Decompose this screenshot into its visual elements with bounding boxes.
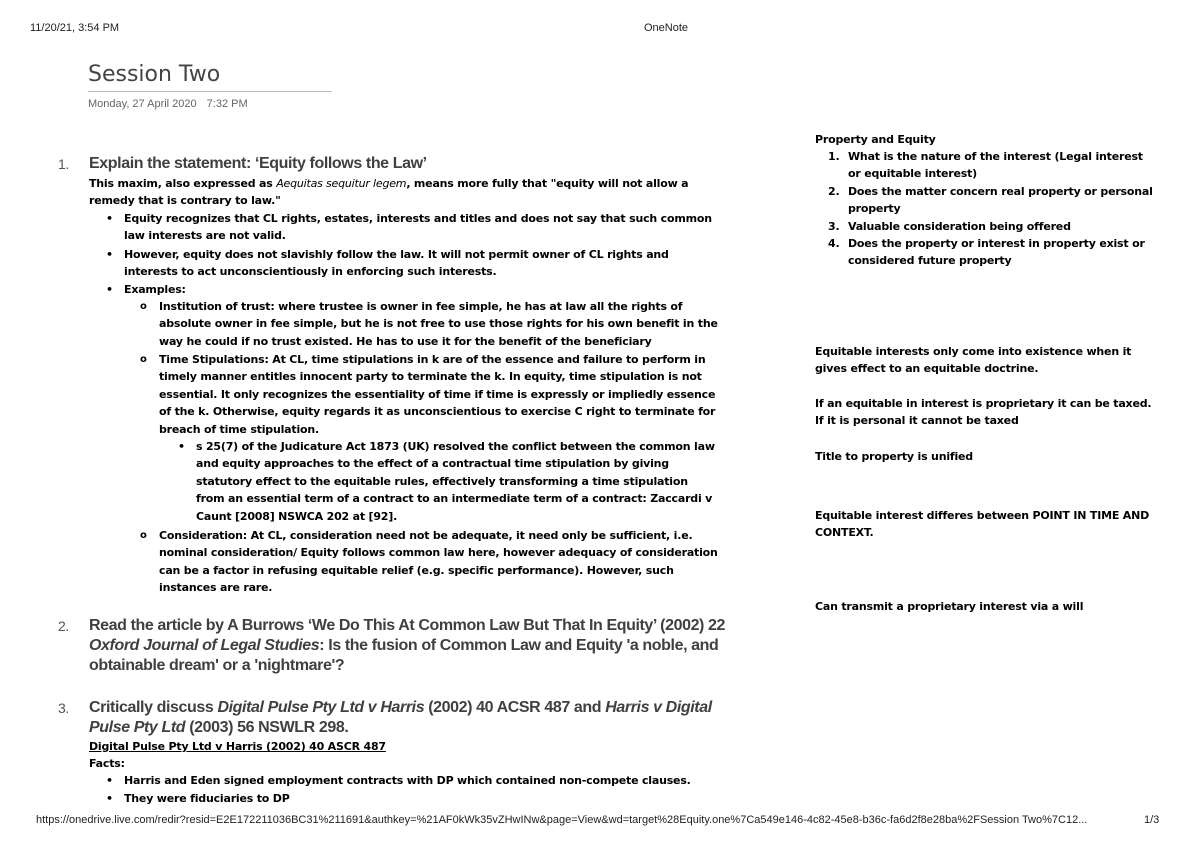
side-heading: Property and Equity: [815, 133, 936, 146]
case-heading: Digital Pulse Pty Ltd v Harris (2002) 40 ASCR 487: [89, 740, 386, 753]
source-url-link[interactable]: https://onedrive.live.com/redir?resid=E2E172211036BC31%211691&authkey=%21AF0kWk35vZHwINw&page=View&wd=target%28Equity.one%7Ca549e146-4c82-45e8-b36c-fa6d2f8e28ba%2FSession Two%7C12...: [36, 814, 1088, 826]
list-item: [106, 210, 714, 245]
bullet-icon: •: [106, 792, 113, 805]
bullet-icon: •: [178, 440, 185, 453]
list-number: 2.: [828, 185, 840, 198]
list-item-text: Does the matter concern real property or personal property: [848, 185, 1153, 216]
side-list-item: [828, 148, 1158, 183]
side-note: Can transmit a proprietary interest via a will: [815, 600, 1084, 613]
question-number: 3.: [58, 700, 69, 716]
list-item-text: Does the property or interest in property exist or considered future property: [848, 237, 1145, 268]
list-item-text: Examples:: [124, 283, 186, 296]
list-item-text: Consideration: At CL, consideration need not be adequate, it need only be sufficient, i.e. nominal consideration/ Equity follows common law here, however adequacy of consideration can be a factor in refusing equitable relief (e.g. specific performance). However, such instances are rare.: [159, 529, 718, 595]
side-list-item: [828, 183, 1158, 218]
circle-bullet-icon: o: [140, 530, 147, 541]
page-title: Session Two: [88, 62, 221, 87]
side-note: If an equitable in interest is proprietary it can be taxed. If it is personal it cannot be taxed: [815, 397, 1152, 428]
title-divider: [88, 91, 332, 92]
side-note: Equitable interest differes between POINT IN TIME AND CONTEXT.: [815, 509, 1150, 540]
circle-bullet-icon: o: [140, 301, 147, 312]
list-item-text: However, equity does not slavishly follow the law. It will not permit owner of CL rights and interests to act unconscientiously in enforcing such interests.: [124, 248, 669, 279]
question-title: [89, 616, 739, 676]
list-number: 3.: [828, 220, 840, 233]
page-counter: 1/3: [1144, 814, 1160, 826]
question-text: (2002) 40 ACSR 487 and: [424, 699, 606, 716]
list-item-text: Time Stipulations: At CL, time stipulations in k are of the essence and failure to perform in timely manner entitles innocent party to terminate the k. In equity, time stipulation is not essential. It only recognizes the essentiality of time if time is expressly or impliedly essence of the k. Otherwise, equity regards it as unconscientious to exercise C right to terminate for breach of time stipulation.: [159, 353, 716, 436]
intro-text-end: , means more fully that "equity will not allow a remedy that is contrary to law.": [89, 177, 689, 208]
bullet-icon: •: [106, 248, 113, 261]
list-item-text: Harris and Eden signed employment contracts with DP which contained non-compete clauses.: [124, 774, 691, 787]
side-list-item: [828, 218, 1158, 235]
page-time: 7:32 PM: [206, 98, 248, 110]
case-name: Digital Pulse Pty Ltd v Harris: [217, 699, 425, 716]
list-item-text: What is the nature of the interest (Legal interest or equitable interest): [848, 150, 1143, 181]
circle-bullet-icon: o: [140, 354, 147, 365]
question-number: 2.: [58, 618, 69, 634]
sub-list-item: [140, 351, 725, 438]
list-item-text: Institution of trust: where trustee is owner in fee simple, he has at law all the rights of absolute owner in fee simple, but he is not free to use those rights for his own benefit in the way he could if no trust existed. He has to use it for the benefit of the beneficiary: [159, 300, 718, 348]
question-text: Critically discuss: [89, 699, 218, 716]
intro-text: This maxim, also expressed as: [89, 177, 277, 190]
list-item-text: Equity recognizes that CL rights, estates, interests and titles and does not say that such common law interests are not valid.: [124, 212, 712, 243]
sub-sub-list-item: [178, 438, 718, 525]
page-date: [88, 98, 248, 110]
print-datetime: 11/20/21, 3:54 PM: [30, 22, 120, 34]
list-item-text: They were fiduciaries to DP: [124, 792, 290, 805]
list-item: [106, 790, 714, 807]
q1-intro: [89, 175, 709, 210]
list-item-text: s 25(7) of the Judicature Act 1873 (UK) resolved the conflict between the common law and equity approaches to the effect of a contractual time stipulation by giving statutory effect to the equitable rules, effectively transforming a time stipulation from an essential term of a contract to an intermediate term of a contract: Zaccardi v Caunt [2008] NSWCA 202 at [92].: [196, 440, 715, 523]
list-number: 1.: [828, 150, 840, 163]
bullet-icon: •: [106, 283, 113, 296]
bullet-icon: •: [106, 774, 113, 787]
question-title: [89, 698, 739, 738]
question-title: Explain the statement: ‘Equity follows the Law’: [89, 155, 427, 172]
list-item: [106, 246, 714, 281]
side-list-item: [828, 235, 1158, 270]
list-item-text: Valuable consideration being offered: [848, 220, 1071, 233]
bullet-icon: •: [106, 212, 113, 225]
sub-list-item: [140, 527, 725, 597]
sub-list-item: [140, 298, 725, 350]
question-text-end: : Is the fusion of Common Law and Equity 'a noble, and obtainable dream' or a 'nightmare'?: [89, 637, 719, 674]
print-app-name: OneNote: [644, 22, 689, 34]
case-name: Harris v Digital Pulse Pty Ltd: [89, 699, 712, 736]
question-text-end: (2003) 56 NSWLR 298.: [185, 719, 349, 736]
side-note: Title to property is unified: [815, 450, 973, 463]
page-date-text: Monday, 27 April 2020: [88, 98, 197, 110]
list-item: [106, 772, 714, 789]
side-note: Equitable interests only come into existence when it gives effect to an equitable doctrine.: [815, 345, 1132, 376]
intro-latin-maxim: Aequitas sequitur legem: [276, 177, 407, 190]
question-number: 1.: [58, 156, 69, 172]
list-number: 4.: [828, 237, 840, 250]
question-text: Read the article by A Burrows ‘We Do This At Common Law But That In Equity’ (2002) 22: [89, 617, 726, 634]
facts-label: Facts:: [89, 757, 125, 770]
journal-title: Oxford Journal of Legal Studies: [89, 637, 320, 654]
list-item: [106, 281, 714, 298]
